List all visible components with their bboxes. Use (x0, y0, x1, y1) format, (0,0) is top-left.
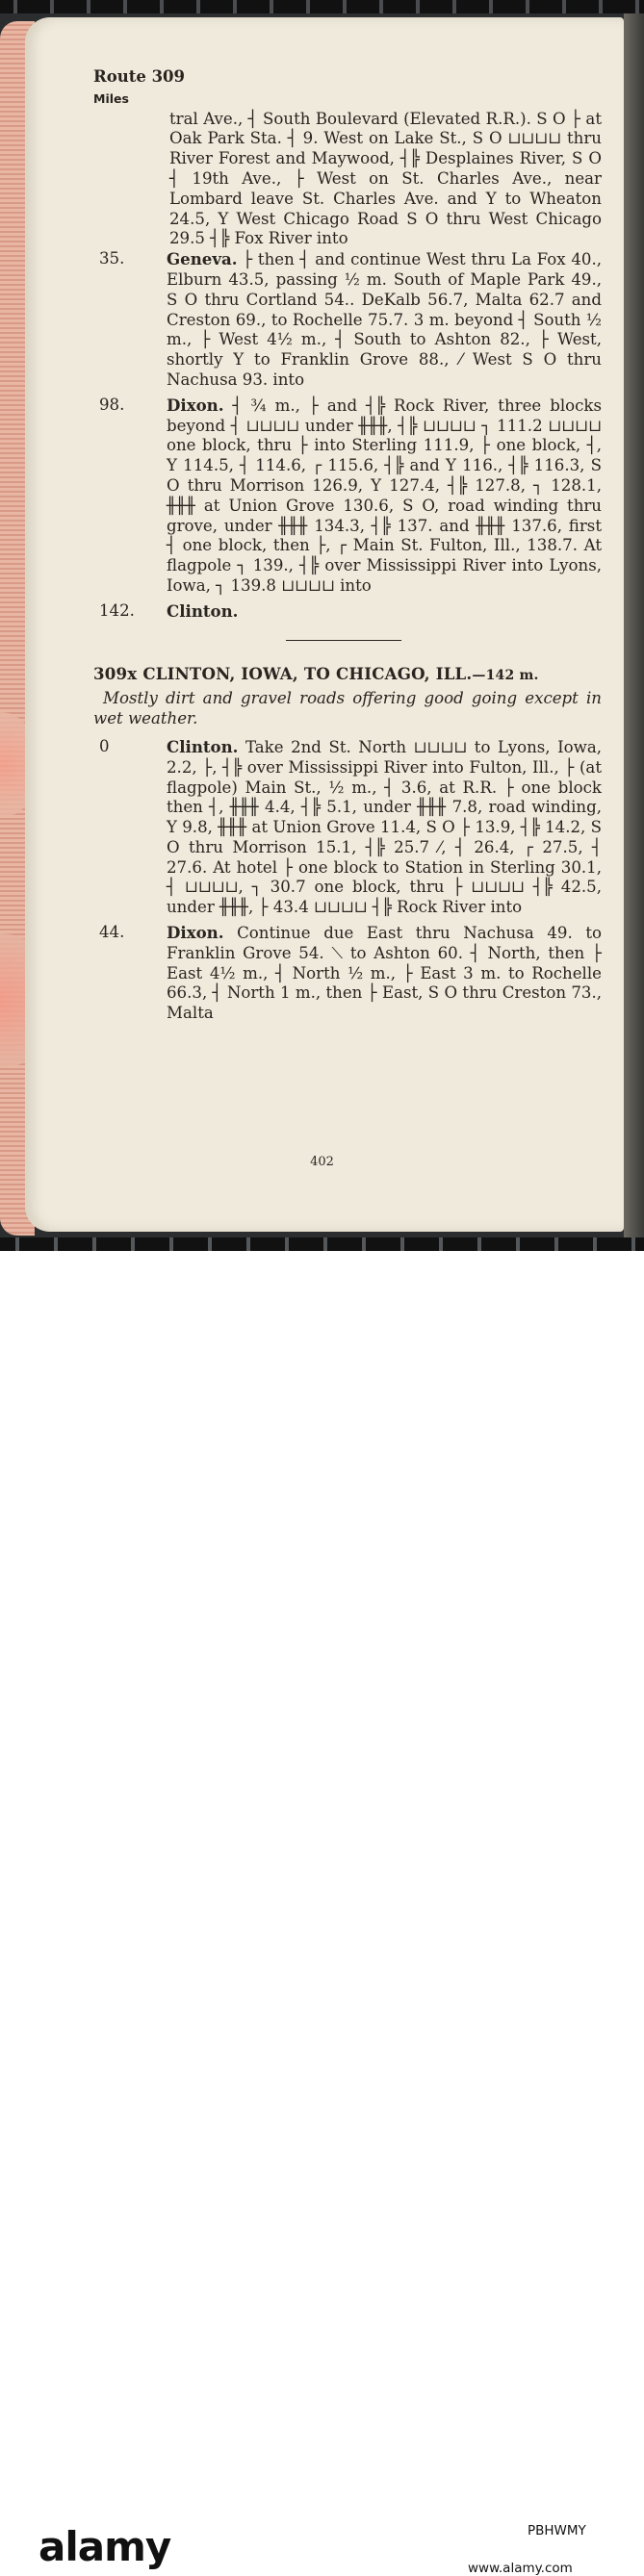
town-name: Dixon. (167, 923, 224, 943)
scanner-bottom-strip (0, 1237, 644, 1251)
route-entry (93, 249, 602, 391)
scanner-top-strip (0, 0, 644, 13)
town-name: Dixon. (167, 395, 224, 415)
watermark-url: www.alamy.com (468, 2561, 573, 2576)
continuation-text: tral Ave., ┤ South Boulevard (Elevated R.R.). S O ├ at Oak Park Sta. ┤ 9. West on Lake St., S O ⊔⊔⊔⊔ thru River Forest and Maywood, ┤╠ Desplaines River, S O ┤ 19th Ave., ├ West on St. Charles Ave., near Lombard leave St. Charles Ave. and Y to Wheaton 24.5, Y West Chicago Road S O thru West Chicago 29.5 ┤╠ Fox River into (169, 109, 602, 248)
mileage: 44. (99, 923, 125, 942)
route-directions: ┤ ¾ m., ├ and ┤╠ Rock River, three blocks beyond ┤ ⊔⊔⊔⊔ under ╫╫╫, ┤╠ ⊔⊔⊔⊔ ┐ 111.2 ⊔⊔⊔⊔ one block, thru ├ into Sterling 111.9, ├ one block, ┤, Y 114.5, ┤ 114.6, ┌ 115.6, ┤╠ and Y 116., ┤╠ 116.3, S O thru Morrison 126.9, Y 127.4, ┤╠ 127.8, ┐ 128.1, ╫╫╫ at Union Grove 130.6, S O, road winding thru grove, under ╫╫╫ 134.3, ┤╠ 137. and ╫╫╫ 137.6, first ┤ one block, then ├, ┌ Main St. Fulton, Ill., 138.7. At flagpole ┐ 139., ┤╠ over Mississippi River into Lyons, Iowa, ┐ 139.8 ⊔⊔⊔⊔ into (167, 395, 602, 595)
mileage: 35. (99, 249, 125, 268)
route-continuation (93, 110, 602, 250)
image-id: PBHWMY (528, 2523, 586, 2538)
section-title: CLINTON, IOWA, TO CHICAGO, ILL. (142, 663, 473, 683)
page-number: 402 (310, 1155, 334, 1169)
route-entry (93, 395, 602, 597)
town-name: Geneva. (167, 249, 238, 269)
route-directions: Take 2nd St. North ⊔⊔⊔⊔ to Lyons, Iowa, 2.2, ├, ┤╠ over Mississippi River into Fulton, Ill., ├ (at flagpole) Main St., ½ m., ┤ 3.6, at R.R. ├ one block then ┤, ╫╫╫ 4.4, ┤╠ 5.1, under ╫╫╫ 7.8, road winding, Y 9.8, ╫╫╫ at Union Grove 11.4, S O ├ 13.9, ┤╠ 14.2, S O thru Morrison 15.1, ┤╠ 25.7 ⁄, ┤ 26.4, ┌ 27.5, ┤ 27.6. At hotel ├ one block to Station in Sterling 30.1, ┤ ⊔⊔⊔⊔, ┐ 30.7 one block, thru ├ ⊔⊔⊔⊔ ┤╠ 42.5, under ╫╫╫, ├ 43.4 ⊔⊔⊔⊔ ┤╠ Rock River into (167, 737, 602, 917)
route-directions: Continue due East thru Nachusa 49. to Franklin Grove 54. ⟍ to Ashton 60. ┤ North, then ├ East 4½ m., ┤ North ½ m., ├ East 3 m. to Rochelle 66.3, ┤ North 1 m., then ├ East, S O thru Creston 73., Malta (167, 924, 602, 1023)
mileage: 142. (99, 600, 135, 620)
route-entry (93, 737, 602, 918)
route-heading: Route 309 (93, 67, 186, 86)
route-entry (93, 601, 602, 623)
section-code: 309x (93, 663, 138, 683)
town-name: Clinton. (167, 736, 239, 756)
stock-watermark-bar (0, 1251, 644, 2576)
miles-heading: Miles (93, 90, 129, 106)
book-gutter (624, 13, 644, 1237)
book-scan (0, 0, 644, 1251)
mileage: 98. (99, 395, 125, 414)
town-name: Clinton. (167, 600, 239, 621)
section-divider (286, 640, 401, 641)
section-heading (93, 664, 602, 686)
alamy-logo: alamy (39, 2523, 171, 2570)
section-distance: —142 m. (472, 667, 539, 683)
route-entry (93, 923, 602, 1024)
mileage: 0 (99, 736, 110, 755)
page-content (93, 67, 602, 1029)
route-directions: ├ then ┤ and continue West thru La Fox 40., Elburn 43.5, passing ½ m. South of Maple Park 49., S O thru Cortland 54.. DeKalb 56.7, Malta 62.7 and Creston 69., to Rochelle 75.7. 3 m. beyond ┤ South ½ m., ├ West 4½ m., ┤ South to Ashton 82., ├ West, shortly Y to Franklin Grove 88., ⁄ West S O thru Nachusa 93. into (167, 250, 602, 389)
section-intro: Mostly dirt and gravel roads offering good going except in wet weather. (93, 689, 602, 728)
